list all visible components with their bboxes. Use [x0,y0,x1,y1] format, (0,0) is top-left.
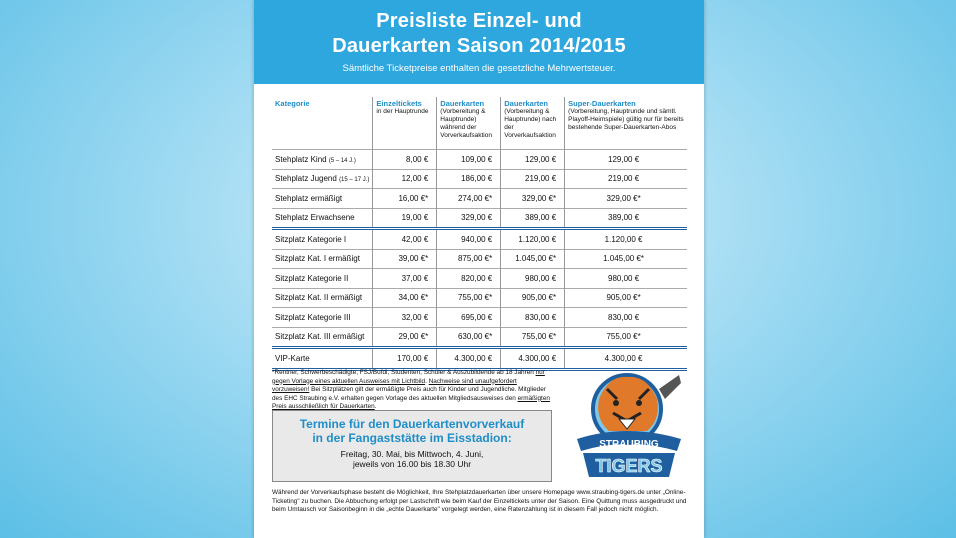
cell-kategorie: Stehplatz Jugend (15 – 17 J.) [272,169,373,189]
termine-line-3: Freitag, 30. Mai, bis Mittwoch, 4. Juni, [340,449,484,459]
col-header-super-dauerkarten: Super-Dauerkarten (Vorbereitung, Hauptrunde und sämtl. Playoff-Heimspiele) gültig nur für bereits bestehende Super-Dauerkarten-Abos [565,97,687,150]
cell-dk-vor: 820,00 € [437,269,501,289]
cell-kategorie: Sitzplatz Kategorie I [272,229,373,250]
cell-kategorie: Stehplatz Erwachsene [272,208,373,229]
title-line-2: Dauerkarten Saison 2014/2015 [332,35,626,57]
cell-kategorie: Sitzplatz Kategorie III [272,308,373,328]
cell-dk-nach: 830,00 € [501,308,565,328]
footnote: *Rentner, Schwerbeschädigte, FSJ/Bufdi, Studenten, Schüler & Auszubildende ab 18 Jahren nur gegen Vorlage eines aktuellen Ausweises mit Lichtbild. Nachweise sind unaufgefordert vorzuweisen! Bei Sitzplätzen gilt der ermäßigte Preis auch für Kinder und Jugendliche. Mitglieder des EHC Straubing e.V. erhalten gegen Vorlage des aktuellen Mitgliedsausweises den ermäßigten Preis ausschließlich für Dauerkarten. [272,369,550,410]
cell-einzel: 39,00 €* [373,249,437,269]
cell-einzel: 32,00 € [373,308,437,328]
cell-dk-nach: 1.120,00 € [501,229,565,250]
cell-kategorie: Stehplatz Kind (5 – 14 J.) [272,150,373,170]
termine-box [272,410,552,482]
header-banner [254,0,704,84]
table-row [272,249,687,269]
price-table [272,97,687,371]
cell-super: 389,00 € [565,208,687,229]
cell-dk-vor: 329,00 € [437,208,501,229]
cell-super: 4.300,00 € [565,348,687,370]
col-header-dauerkarten-vor: Dauerkarten (Vorbereitung & Hauptrunde) während der Vorverkaufsaktion [437,97,501,150]
cell-dk-nach: 1.045,00 €* [501,249,565,269]
cell-super: 129,00 € [565,150,687,170]
svg-text:TIGERS: TIGERS [595,456,663,476]
cell-dk-vor: 695,00 € [437,308,501,328]
termine-line-1: Termine für den Dauerkartenvorverkauf [299,417,525,431]
termine-line-4: jeweils von 16.00 bis 18.30 Uhr [352,459,472,469]
table-row [272,229,687,250]
cell-super: 329,00 €* [565,189,687,209]
cell-einzel: 170,00 € [373,348,437,370]
svg-text:STRAUBING: STRAUBING [599,439,659,450]
tiger-logo-icon [569,369,689,481]
cell-super: 219,00 € [565,169,687,189]
cell-super: 1.045,00 €* [565,249,687,269]
cell-dk-nach: 905,00 €* [501,288,565,308]
termine-line-2: in der Fangaststätte im Eisstadion: [312,431,512,445]
cell-dk-vor: 274,00 €* [437,189,501,209]
cell-dk-vor: 4.300,00 € [437,348,501,370]
cell-super: 830,00 € [565,308,687,328]
table-row [272,208,687,229]
cell-super: 905,00 €* [565,288,687,308]
cell-dk-vor: 186,00 € [437,169,501,189]
cell-einzel: 29,00 €* [373,327,437,348]
cell-dk-nach: 4.300,00 € [501,348,565,370]
title-line-1: Preisliste Einzel- und [376,10,582,32]
table-row [272,269,687,289]
cell-super: 755,00 €* [565,327,687,348]
table-row [272,288,687,308]
cell-einzel: 12,00 € [373,169,437,189]
cell-kategorie: Sitzplatz Kat. III ermäßigt [272,327,373,348]
table-row [272,348,687,370]
table-row [272,150,687,170]
cell-kategorie: Sitzplatz Kat. I ermäßigt [272,249,373,269]
cell-dk-vor: 755,00 €* [437,288,501,308]
cell-kategorie: Stehplatz ermäßigt [272,189,373,209]
cell-super: 980,00 € [565,269,687,289]
bottom-info-text: Während der Vorverkaufsphase besteht die Möglichkeit, Ihre Stehplatzdauerkarten über unsere Homepage www.straubing-tigers.de unter „Online-Ticketing" zu buchen. Die Abbuchung erfolgt per Lastschrift wie beim Kauf der Einzeltickets unter der Saison. Eine Quittung muss ausgedruckt und beim Umtausch vor Saisonbeginn in die „echte Dauerkarte" vorgelegt werden, eine Ratenzahlung ist in diesem Fall jedoch nicht möglich. [272,489,687,513]
table-row [272,308,687,328]
cell-einzel: 42,00 € [373,229,437,250]
cell-dk-nach: 219,00 € [501,169,565,189]
cell-einzel: 37,00 € [373,269,437,289]
col-header-dauerkarten-nach: Dauerkarten (Vorbereitung & Hauptrunde) nach der Vorverkaufsaktion [501,97,565,150]
cell-kategorie: Sitzplatz Kat. II ermäßigt [272,288,373,308]
subtitle: Sämtliche Ticketpreise enthalten die gesetzliche Mehrwertsteuer. [342,63,616,74]
cell-dk-vor: 875,00 €* [437,249,501,269]
cell-dk-vor: 940,00 € [437,229,501,250]
col-header-einzeltickets: Einzeltickets in der Hauptrunde [373,97,437,150]
cell-einzel: 34,00 €* [373,288,437,308]
cell-dk-nach: 329,00 €* [501,189,565,209]
table-row [272,189,687,209]
col-header-kategorie: Kategorie [275,99,310,108]
table-row [272,327,687,348]
cell-dk-nach: 755,00 €* [501,327,565,348]
cell-dk-nach: 980,00 € [501,269,565,289]
price-list-document [254,0,704,538]
cell-kategorie: VIP-Karte [272,348,373,370]
cell-super: 1.120,00 € [565,229,687,250]
cell-einzel: 19,00 € [373,208,437,229]
table-header-row [272,97,687,150]
cell-dk-nach: 389,00 € [501,208,565,229]
cell-dk-nach: 129,00 € [501,150,565,170]
table-row [272,169,687,189]
cell-dk-vor: 630,00 €* [437,327,501,348]
cell-kategorie: Sitzplatz Kategorie II [272,269,373,289]
cell-dk-vor: 109,00 € [437,150,501,170]
cell-einzel: 8,00 € [373,150,437,170]
cell-einzel: 16,00 €* [373,189,437,209]
